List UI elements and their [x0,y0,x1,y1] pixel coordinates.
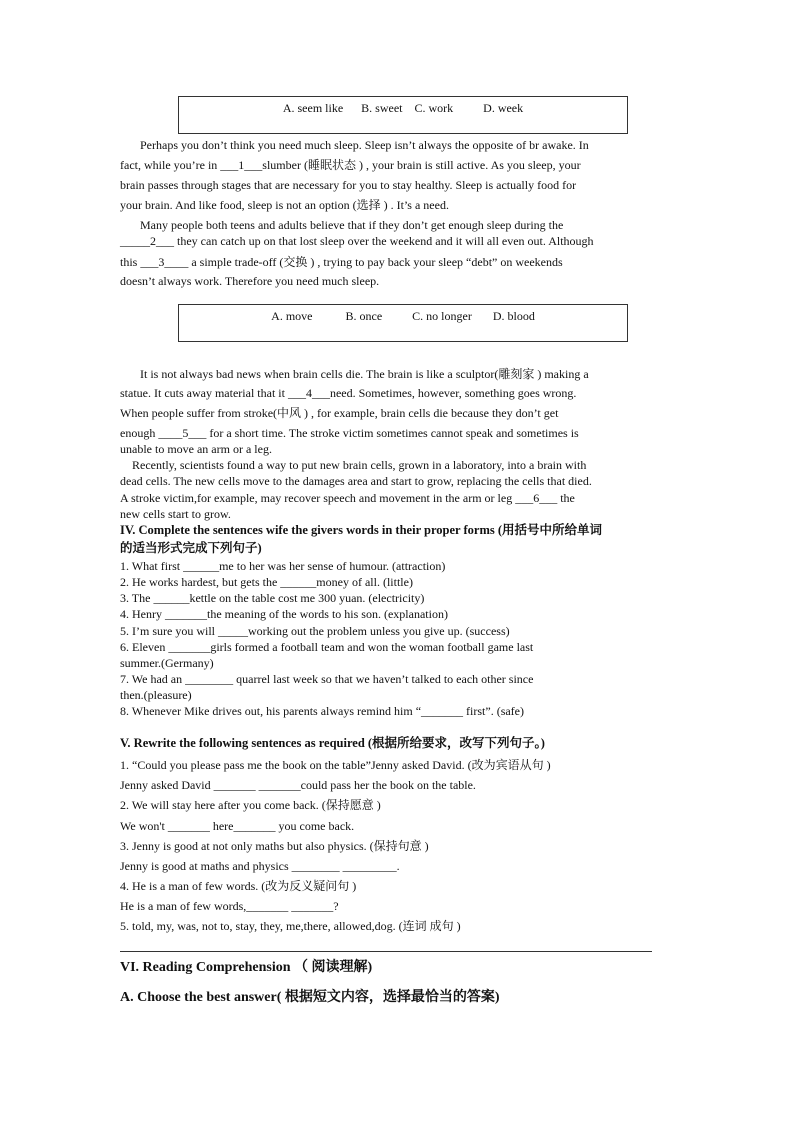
section5-item: We won't _______ here_______ you come back. [120,819,355,833]
section5-item: 1. “Could you please pass me the book on the table”Jenny asked David. (改为宾语从句 ) [120,758,551,772]
passage2-line: Recently, scientists found a way to put new brain cells, grown in a laboratory, into a brain with [132,458,587,472]
section4-item: 6. Eleven _______girls formed a football team and won the woman football game last [120,640,534,654]
passage1-line: doesn’t always work. Therefore you need much sleep. [120,274,380,288]
section4-item: 5. I’m sure you will _____working out the problem unless you give up. (success) [120,624,510,638]
passage2-line: unable to move an arm or a leg. [120,442,272,456]
section6-subtitle: A. Choose the best answer( 根据短文内容，选择最恰当的答案) [120,990,500,1005]
passage2-line: When people suffer from stroke(中风 ) , for example, brain cells die because they don’t get [120,406,559,420]
section4-title: IV. Complete the sentences wife the givers words in their proper forms (用括号中所给单词 [120,523,603,537]
passage2-line: statue. It cuts away material that it ___4___need. Sometimes, however, something goes wrong. [120,386,577,400]
section4-item: 1. What first ______me to her was her sense of humour. (attraction) [120,559,446,573]
section4-item: 7. We had an ________ quarrel last week so that we haven’t talked to each other since [120,672,534,686]
word-bank-box-2 [178,304,628,342]
section5-item: Jenny asked David _______ _______could pass her the book on the table. [120,778,476,792]
section4-item: summer.(Germany) [120,656,214,670]
word-bank-options: A. move B. once C. no longer D. blood [271,309,535,323]
passage1-line: Many people both teens and adults believe that if they don’t get enough sleep during the [140,218,564,232]
passage1-line: _____2___ they can catch up on that lost sleep over the weekend and it will all even out. Although [120,234,594,248]
passage2-line: It is not always bad news when brain cells die. The brain is like a sculptor(雕刻家 ) making a [140,367,589,381]
section5-item: 5. told, my, was, not to, stay, they, me,there, allowed,dog. (连词 成句 ) [120,919,461,933]
passage1-line: fact, while you’re in ___1___slumber (睡眠状态 ) , your brain is still active. As you sleep, your [120,158,581,172]
section4-item: 2. He works hardest, but gets the ______money of all. (little) [120,575,413,589]
passage2-line: new cells start to grow. [120,507,231,521]
section5-item: 2. We will stay here after you come back. (保持愿意 ) [120,798,381,812]
passage1-line: Perhaps you don’t think you need much sleep. Sleep isn’t always the opposite of br awake. In [140,138,589,152]
section5-item: Jenny is good at maths and physics ________ _________. [120,859,400,873]
word-bank-box-1 [178,96,628,134]
passage2-line: enough ____5___ for a short time. The stroke victim sometimes cannot speak and sometimes is [120,426,579,440]
word-bank-options: A. seem like B. sweet C. work D. week [282,101,524,115]
passage1-line: this ___3____ a simple trade-off (交换 ) , trying to pay back your sleep “debt” on weekends [120,255,563,269]
section4-item: 8. Whenever Mike drives out, his parents always remind him “_______ first”. (safe) [120,704,525,718]
section5-item: 4. He is a man of few words. (改为反义疑问句 ) [120,879,357,893]
section5-title: V. Rewrite the following sentences as required (根据所给要求，改写下列句子。) [120,736,545,750]
section4-item: 4. Henry _______the meaning of the words to his son. (explanation) [120,607,448,621]
section4-item: 3. The ______kettle on the table cost me 300 yuan. (electricity) [120,591,425,605]
section4-item: then.(pleasure) [120,688,192,702]
passage1-line: your brain. And like food, sleep is not an option (选择 ) . It’s a need. [120,198,449,212]
passage1-line: brain passes through stages that are necessary for you to stay healthy. Sleep is actually food for [120,178,577,192]
section6-title: VI. Reading Comprehension （ 阅读理解) [120,960,373,975]
section5-item: 3. Jenny is good at not only maths but also physics. (保持句意 ) [120,839,429,853]
section4-title-cont: 的适当形式完成下列句子) [120,541,262,555]
divider-line [120,951,652,952]
passage2-line: A stroke victim,for example, may recover speech and movement in the arm or leg ___6___ the [120,491,575,505]
section5-item: He is a man of few words,_______ _______? [120,899,339,913]
passage2-line: dead cells. The new cells move to the damages area and start to grow, replacing the cells that died. [120,474,592,488]
